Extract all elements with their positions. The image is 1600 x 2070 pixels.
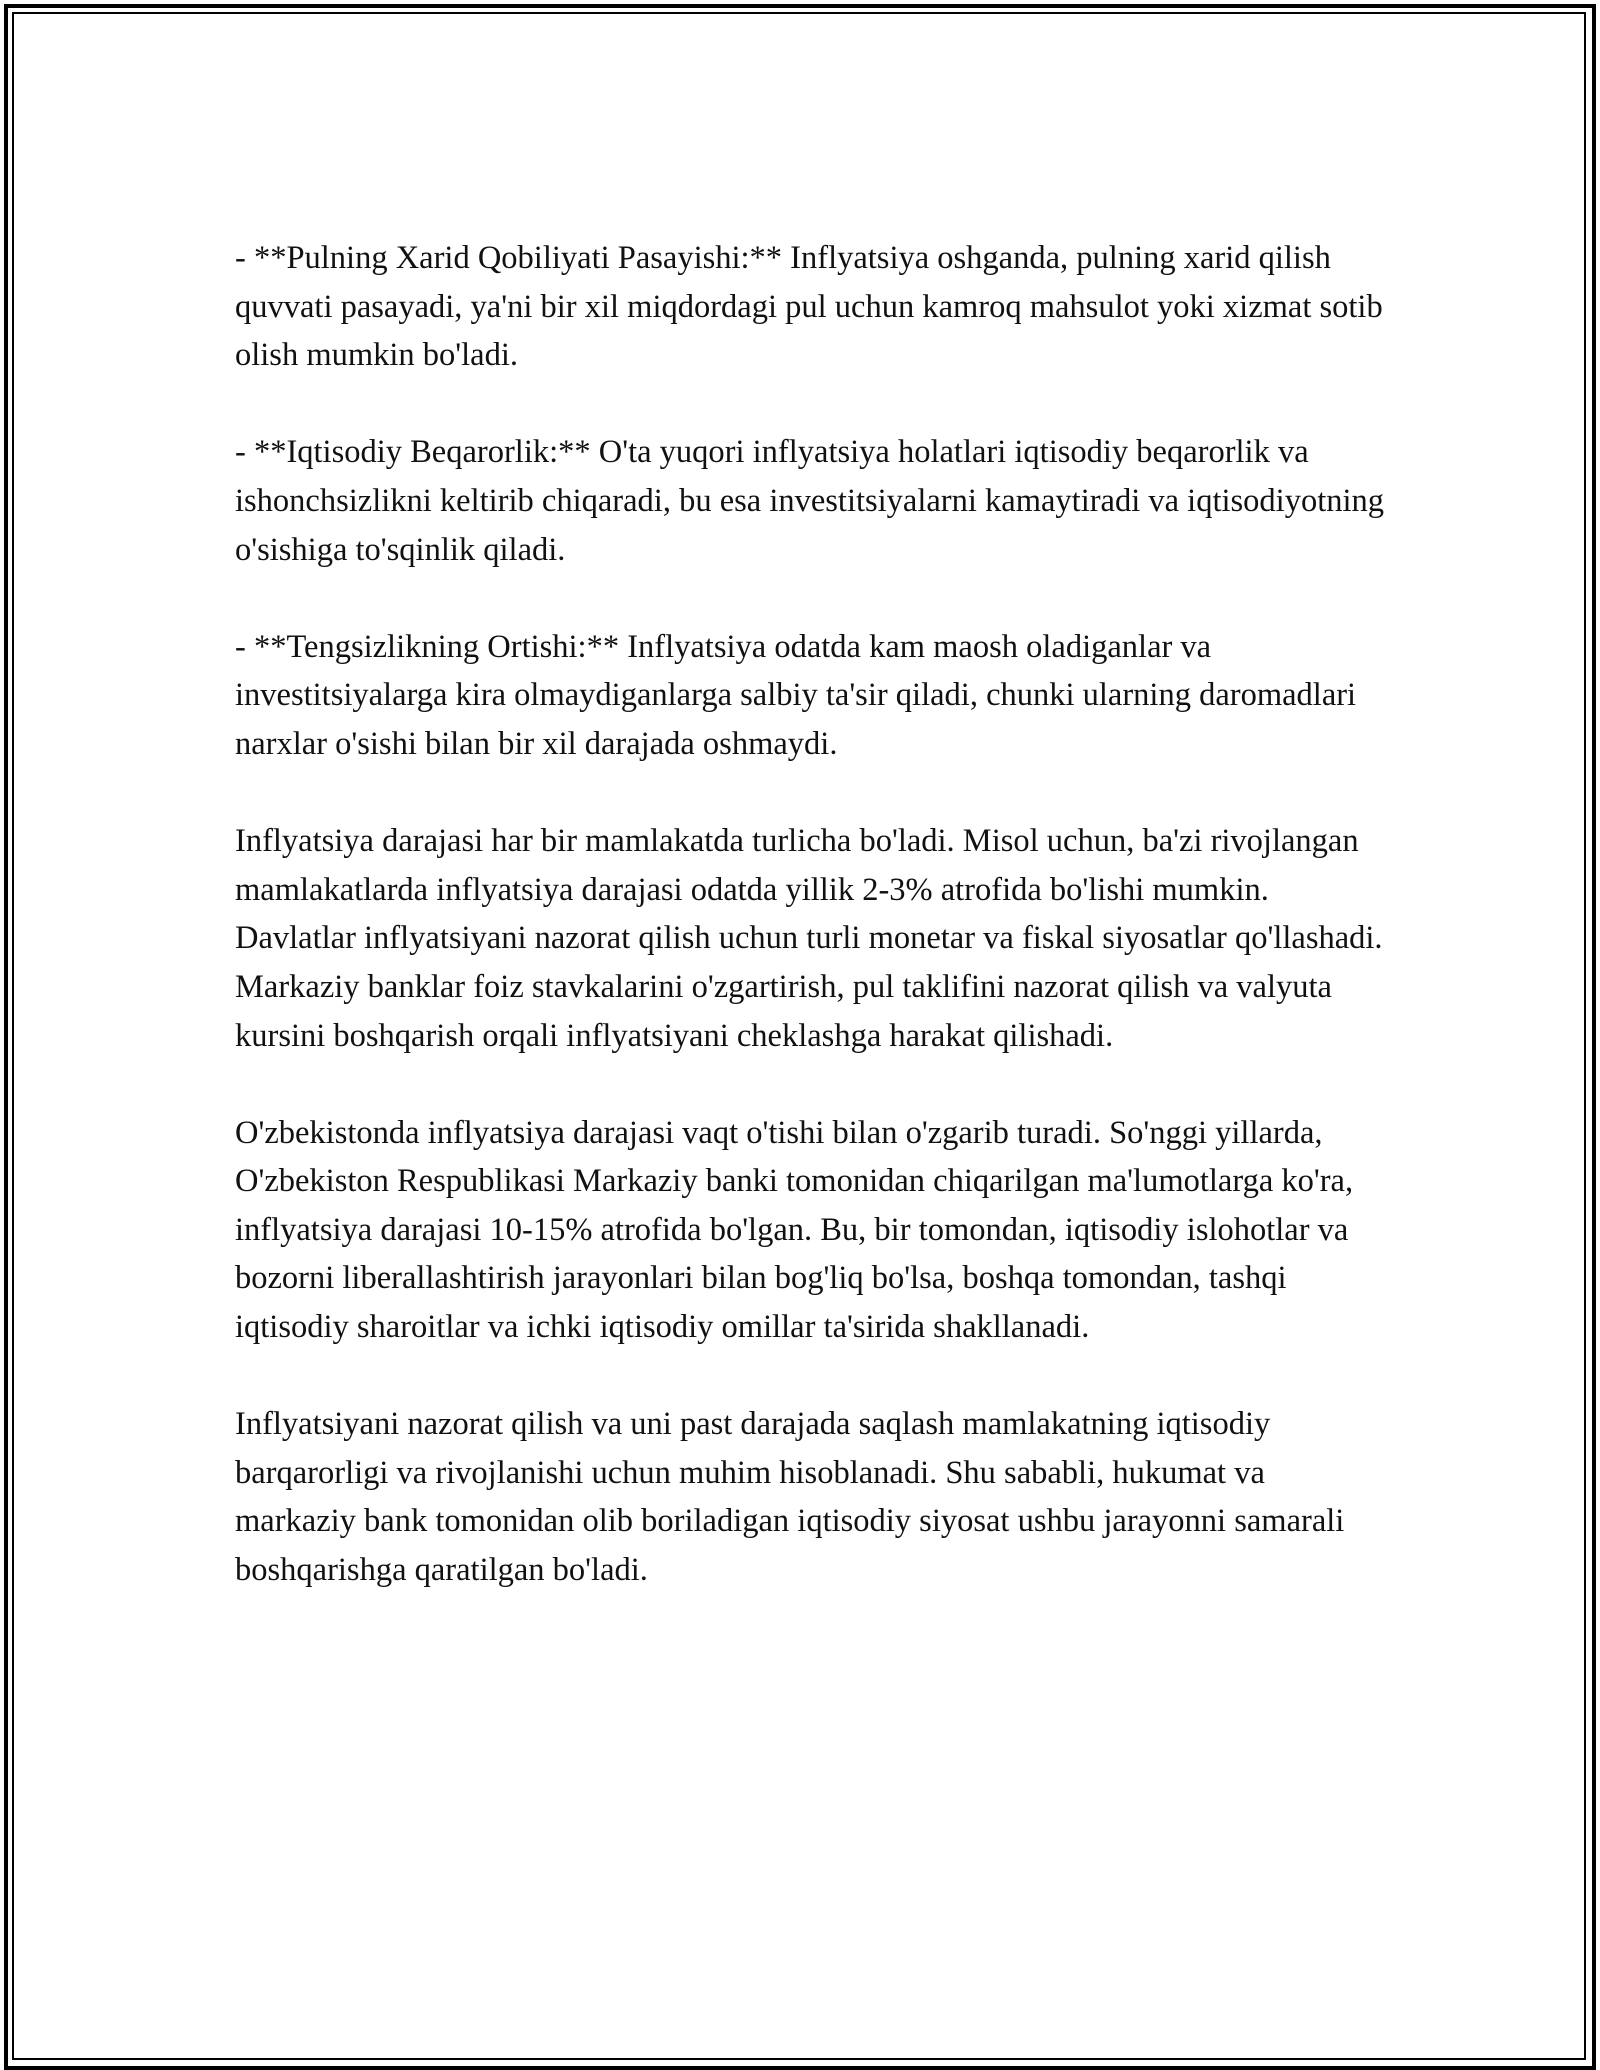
paragraph-inflation-control: Inflyatsiyani nazorat qilish va uni past darajada saqlash mamlakatning iqtisodiy barqarorligi va rivojlanishi uchun muhim hisoblanadi. Shu sababli, hukumat va markaziy bank tomonidan olib boriladigan iqtisodiy siyosat ushbu jarayonni samarali boshqarishga qaratilgan bo'ladi. — [235, 1406, 1345, 1589]
bullet-purchasing-power: - **Pulning Xarid Qobiliyati Pasayishi:** Inflyatsiya oshganda, pulning xarid qilish quvvati pasayadi, ya'ni bir xil miqdordagi pul uchun kamroq mahsulot yoki xizmat sotib olish mumkin bo'ladi. — [235, 240, 1383, 374]
paragraph-uzbekistan-inflation: O'zbekistonda inflyatsiya darajasi vaqt o'tishi bilan o'zgarib turadi. So'nggi yillarda, O'zbekiston Respublikasi Markaziy banki tomonidan chiqarilgan ma'lumotlarga ko'ra, inflyatsiya darajasi 10-15% atrofida bo'lgan. Bu, bir tomondan, iqtisodiy islohotlar va bozorni liberallashtirish jarayonlari bilan bog'liq bo'lsa, boshqa tomondan, tashqi iqtisodiy sharoitlar va ichki iqtisodiy omillar ta'sirida shakllanadi. — [235, 1114, 1354, 1346]
document-body — [235, 234, 1385, 1595]
paragraph-inflation-by-country: Inflyatsiya darajasi har bir mamlakatda turlicha bo'ladi. Misol uchun, ba'zi rivojlangan mamlakatlarda inflyatsiya darajasi odatda yillik 2-3% atrofida bo'lishi mumkin. Davlatlar inflyatsiyani nazorat qilish uchun turli monetar va fiskal siyosatlar qo'llashadi. Markaziy banklar foiz stavkalarini o'zgartirish, pul taklifini nazorat qilish va valyuta kursini boshqarish orqali inflyatsiyani cheklashga harakat qilishadi. — [235, 823, 1383, 1054]
bullet-economic-instability: - **Iqtisodiy Beqarorlik:** O'ta yuqori inflyatsiya holatlari iqtisodiy beqarorlik va ishonchsizlikni keltirib chiqaradi, bu esa investitsiyalarni kamaytiradi va iqtisodiyotning o'sishiga to'sqinlik qiladi. — [235, 434, 1385, 568]
bullet-inequality-growth: - **Tengsizlikning Ortishi:** Inflyatsiya odatda kam maosh oladiganlar va investitsiyalarga kira olmaydiganlarga salbiy ta'sir qiladi, chunki ularning daromadlari narxlar o'sishi bilan bir xil darajada oshmaydi. — [235, 628, 1357, 762]
